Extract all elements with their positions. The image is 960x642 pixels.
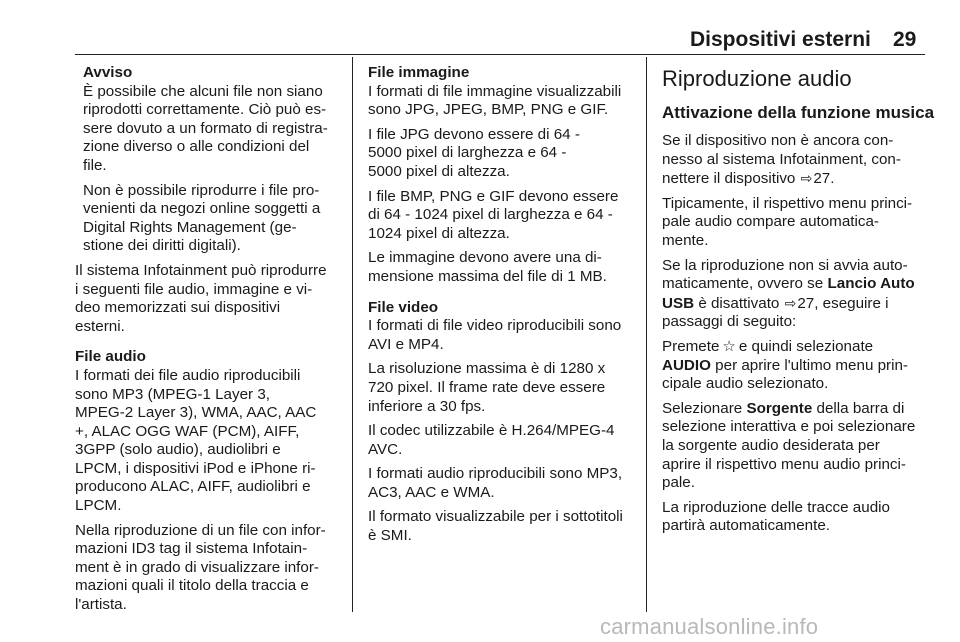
paragraph: Premete ☆ e quindi selezionate AUDIO per aprire l'ultimo menu prin- cipale audio selezionato.	[662, 337, 908, 393]
page-reference-icon: ⇨	[800, 170, 813, 187]
note-title: Avviso	[83, 64, 133, 81]
watermark: carmanualsonline.info	[600, 614, 819, 639]
paragraph: Il codec utilizzabile è H.264/MPEG-4 AVC.	[368, 422, 615, 458]
note-block	[83, 64, 345, 256]
header-title: Dispositivi esterni	[690, 28, 871, 51]
video-heading: File video	[368, 298, 439, 316]
section-title: Riproduzione audio	[662, 66, 852, 91]
paragraph: La riproduzione delle tracce audio partirà automaticamente.	[662, 498, 890, 535]
column-divider	[352, 57, 353, 612]
column-divider	[646, 57, 647, 612]
subsection-title: Attivazione della funzione musica	[662, 103, 935, 122]
paragraph: I file BMP, PNG e GIF devono essere di 64 - 1024 pixel di larghezza e 64 - 1024 pixel di altezza.	[368, 187, 619, 242]
note-paragraph: È possibile che alcuni file non siano riprodotti correttamente. Ciò può es- sere dovuto a un formato di registra- zione diverso o alle condizioni del file.	[83, 82, 328, 174]
paragraph: I file JPG devono essere di 64 - 5000 pixel di larghezza e 64 - 5000 pixel di altezza.	[368, 125, 580, 180]
column-3	[662, 64, 935, 542]
image-heading: File immagine	[368, 64, 470, 81]
menu-label: USB	[662, 294, 695, 312]
paragraph: Nella riproduzione di un file con infor- mazioni ID3 tag il sistema Infotain- ment è in grado di visualizzare infor- mazioni quali il titolo della traccia e l'artista.	[75, 521, 326, 614]
paragraph: I formati audio riproducibili sono MP3, AC3, AAC e WMA.	[368, 465, 623, 501]
paragraph: Tipicamente, il rispettivo menu princi- pale audio compare automatica- mente.	[662, 194, 913, 249]
paragraph: La risoluzione massima è di 1280 x 720 pixel. Il frame rate deve essere inferiore a 30 fps.	[368, 360, 606, 415]
menu-label: Lancio Auto	[827, 275, 915, 293]
menu-label: AUDIO	[662, 356, 711, 374]
menu-label: Sorgente	[746, 399, 813, 417]
audio-heading: File audio	[75, 348, 146, 366]
paragraph: Le immagine devono avere una di- mensione massima del file di 1 MB.	[368, 249, 607, 285]
favourite-star-icon: ☆	[722, 337, 736, 355]
column-2	[368, 64, 638, 552]
page-number: 29	[893, 28, 917, 51]
paragraph: I formati di file video riproducibili sono AVI e MP4.	[368, 317, 622, 353]
paragraph: I formati dei file audio riproducibili sono MP3 (MPEG-1 Layer 3, MPEG-2 Layer 3), WMA, AAC, AAC +, ALAC OGG WAF (PCM), AIFF, 3GPP (solo audio), audiolibri e LPCM, i dispositivi iPod e iPhone ri- producono ALAC, AIFF, audiolibri e LPCM.	[75, 366, 317, 515]
header-rule	[75, 54, 925, 55]
paragraph: Se la riproduzione non si avvia auto- maticamente, ovvero se Lancio Auto USB è disattivato ⇨27, eseguire i passaggi di seguito:	[662, 256, 915, 331]
page-reference-icon: ⇨	[784, 294, 797, 311]
note-paragraph: Non è possibile riprodurre i file pro- venienti da negozi online soggetti a Digital Rights Management (ge- stione dei diritti digitali).	[83, 181, 321, 255]
column-1	[75, 64, 345, 621]
paragraph: Il sistema Infotainment può riprodurre i seguenti file audio, immagine e vi- deo memorizzati sui dispositivi esterni.	[75, 261, 327, 335]
paragraph: I formati di file immagine visualizzabili sono JPG, JPEG, BMP, PNG e GIF.	[368, 82, 622, 119]
paragraph: Se il dispositivo non è ancora con- nesso al sistema Infotainment, con- nettere il dispositivo ⇨27.	[662, 132, 901, 188]
paragraph: Selezionare Sorgente della barra di selezione interattiva e poi selezionare la sorgente audio desiderata per aprire il rispettivo menu audio princi- pale.	[662, 399, 916, 492]
paragraph: Il formato visualizzabile per i sottotitoli è SMI.	[368, 508, 623, 545]
